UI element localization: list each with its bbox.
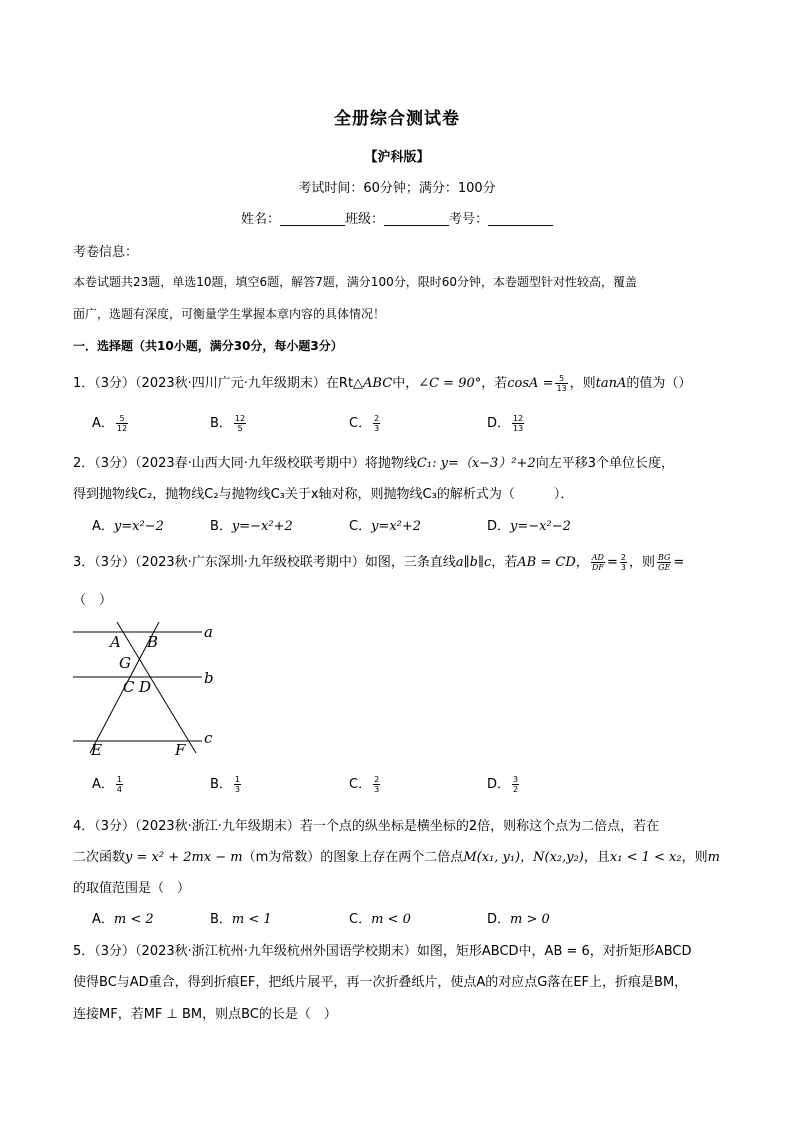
q3-figure xyxy=(70,622,230,757)
q4-points: M(x₁, y₁)，N(x₂,y₂) xyxy=(463,850,584,865)
question-2-line-1 xyxy=(73,452,674,471)
q3-frac-bg-ge: $\frac{BG}{GE}$ xyxy=(658,553,671,572)
q4-option-c[interactable]: C．m < 0 xyxy=(349,912,411,927)
q4-m: m xyxy=(707,850,720,865)
q1-mid: 中， xyxy=(392,376,419,391)
label-a: a xyxy=(204,623,213,641)
section-heading: 一．选择题（共10小题，满分30分，每小题3分） xyxy=(73,339,343,353)
info-line-2: 面广，选题有深度，可衡量学生掌握本章内容的具体情况！ xyxy=(73,307,386,321)
q1-angle: ∠C = 90° xyxy=(418,376,482,391)
q3-option-c[interactable]: C． $\frac{2}{3}$ xyxy=(349,775,380,794)
q1-if: ，若 xyxy=(481,376,508,391)
q1-end: 的值为（） xyxy=(626,376,692,391)
q1-option-d[interactable]: D． $\frac{12}{13}$ xyxy=(487,414,524,433)
q4-option-a[interactable]: A．m < 2 xyxy=(92,912,154,927)
q3-frac-2-3: $\frac{2}{3}$ xyxy=(620,553,626,572)
question-3-line-1 xyxy=(73,551,684,572)
q2-text-a: 2．（3分）（2023春·山西大同·九年级校联考期中）将抛物线 xyxy=(73,456,417,471)
q3-text: 3．（3分）（2023秋·广东深圳·九年级校联考期中）如图，三条直线 xyxy=(73,555,456,570)
q3-option-b[interactable]: B． $\frac{1}{3}$ xyxy=(210,775,241,794)
q3-then: ，则 xyxy=(628,555,655,570)
question-5-line-3: 连接MF，若MF ⊥ BM，则点BC的长是（ ） xyxy=(73,1007,337,1022)
exam-info: 考试时间：60分钟；满分：100分 xyxy=(298,181,496,196)
q3-eq: AB = CD xyxy=(517,555,576,570)
q2-option-a[interactable]: A．y=x²−2 xyxy=(92,519,164,534)
q1-then: ，则 xyxy=(569,376,596,391)
question-5-line-2: 使得BC与AD重合，得到折痕EF，把纸片展平，再一次折叠纸片，使点A的对应点G落在EF上，折痕是BM， xyxy=(73,975,688,990)
q1-cos: cosA = xyxy=(507,376,554,391)
q2-option-b[interactable]: B．y=−x²+2 xyxy=(210,519,293,534)
info-label: 考卷信息： xyxy=(73,245,139,260)
student-info-line: 姓名：__________班级：__________考号：__________ xyxy=(240,212,553,227)
question-4-line-3: 的取值范围是（ ） xyxy=(73,881,191,896)
q3-option-a[interactable]: A． $\frac{1}{4}$ xyxy=(92,775,122,794)
question-3-line-2: （ ） xyxy=(73,593,113,608)
question-1 xyxy=(73,372,691,393)
q1-abc: ABC xyxy=(363,376,393,391)
label-D: D xyxy=(139,678,152,696)
q4-text-e: ，且 xyxy=(583,850,610,865)
label-E: E xyxy=(91,741,102,757)
q4-text-a: 二次函数 xyxy=(73,850,126,865)
q4-text-c: （m为常数）的图象上存在两个二倍点 xyxy=(242,850,464,865)
q2-text-c: 向左平移3个单位长度， xyxy=(535,456,674,471)
label-F: F xyxy=(175,741,186,757)
question-4-line-2 xyxy=(73,846,720,865)
label-C: C xyxy=(123,678,135,696)
q4-text-g: ，则 xyxy=(681,850,708,865)
q3-mid: ，若 xyxy=(491,555,518,570)
q4-option-b[interactable]: B．m < 1 xyxy=(210,912,272,927)
info-line-1: 本卷试题共23题，单选10题，填空6题，解答7题，满分100分，限时60分钟，本卷题型针对性较高，覆盖 xyxy=(73,275,637,289)
label-c: c xyxy=(204,729,213,747)
q1-prefix: 1．（3分）（2023秋·四川广元·九年级期末）在 xyxy=(73,376,339,391)
q1-fraction: $\frac{5}{13}$ xyxy=(556,374,567,393)
label-b: b xyxy=(204,669,214,687)
q3-frac-ad-df: $\frac{AD}{DF}$ xyxy=(591,553,604,572)
q4-option-d[interactable]: D．m > 0 xyxy=(487,912,550,927)
q1-tan: tanA xyxy=(595,376,627,391)
page-title: 全册综合测试卷 xyxy=(334,109,460,129)
q2-option-c[interactable]: C．y=x²+2 xyxy=(349,519,422,534)
q3-end: = xyxy=(673,555,685,570)
q2-option-d[interactable]: D．y=−x²−2 xyxy=(487,519,571,534)
q3-eq2: = xyxy=(606,555,618,570)
q1-rt: Rt xyxy=(338,376,354,391)
q4-inequality: x₁ < 1 < x₂ xyxy=(609,850,682,865)
q1-option-b[interactable]: B． $\frac{12}{5}$ xyxy=(210,414,246,433)
label-G: G xyxy=(119,654,131,672)
question-4-line-1: 4．（3分）（2023秋·浙江·九年级期末）若一个点的纵坐标是横坐标的2倍，则称这个点为二倍点，若在 xyxy=(73,819,660,834)
edition-label: 【沪科版】 xyxy=(364,150,430,165)
q3-parallel: a∥b∥c xyxy=(455,555,492,570)
question-2-line-2: 得到抛物线C₂，抛物线C₂与抛物线C₃关于x轴对称，则抛物线C₃的解析式为（ ）． xyxy=(73,487,574,502)
label-A: A xyxy=(110,633,121,651)
q1-triangle: △ xyxy=(353,376,364,391)
q3-option-d[interactable]: D． $\frac{3}{2}$ xyxy=(487,775,519,794)
q2-equation: C₁: y=（x−3）²+2 xyxy=(416,456,536,471)
q1-option-c[interactable]: C． $\frac{2}{3}$ xyxy=(349,414,380,433)
label-B: B xyxy=(147,633,159,651)
q4-function: y = x² + 2mx − m xyxy=(125,850,243,865)
q1-option-a[interactable]: A． $\frac{5}{12}$ xyxy=(92,414,128,433)
q3-sep: ， xyxy=(575,555,589,570)
question-5-line-1: 5．（3分）（2023秋·浙江杭州·九年级杭州外国语学校期末）如图，矩形ABCD中，AB = 6，对折矩形ABCD xyxy=(73,944,692,959)
